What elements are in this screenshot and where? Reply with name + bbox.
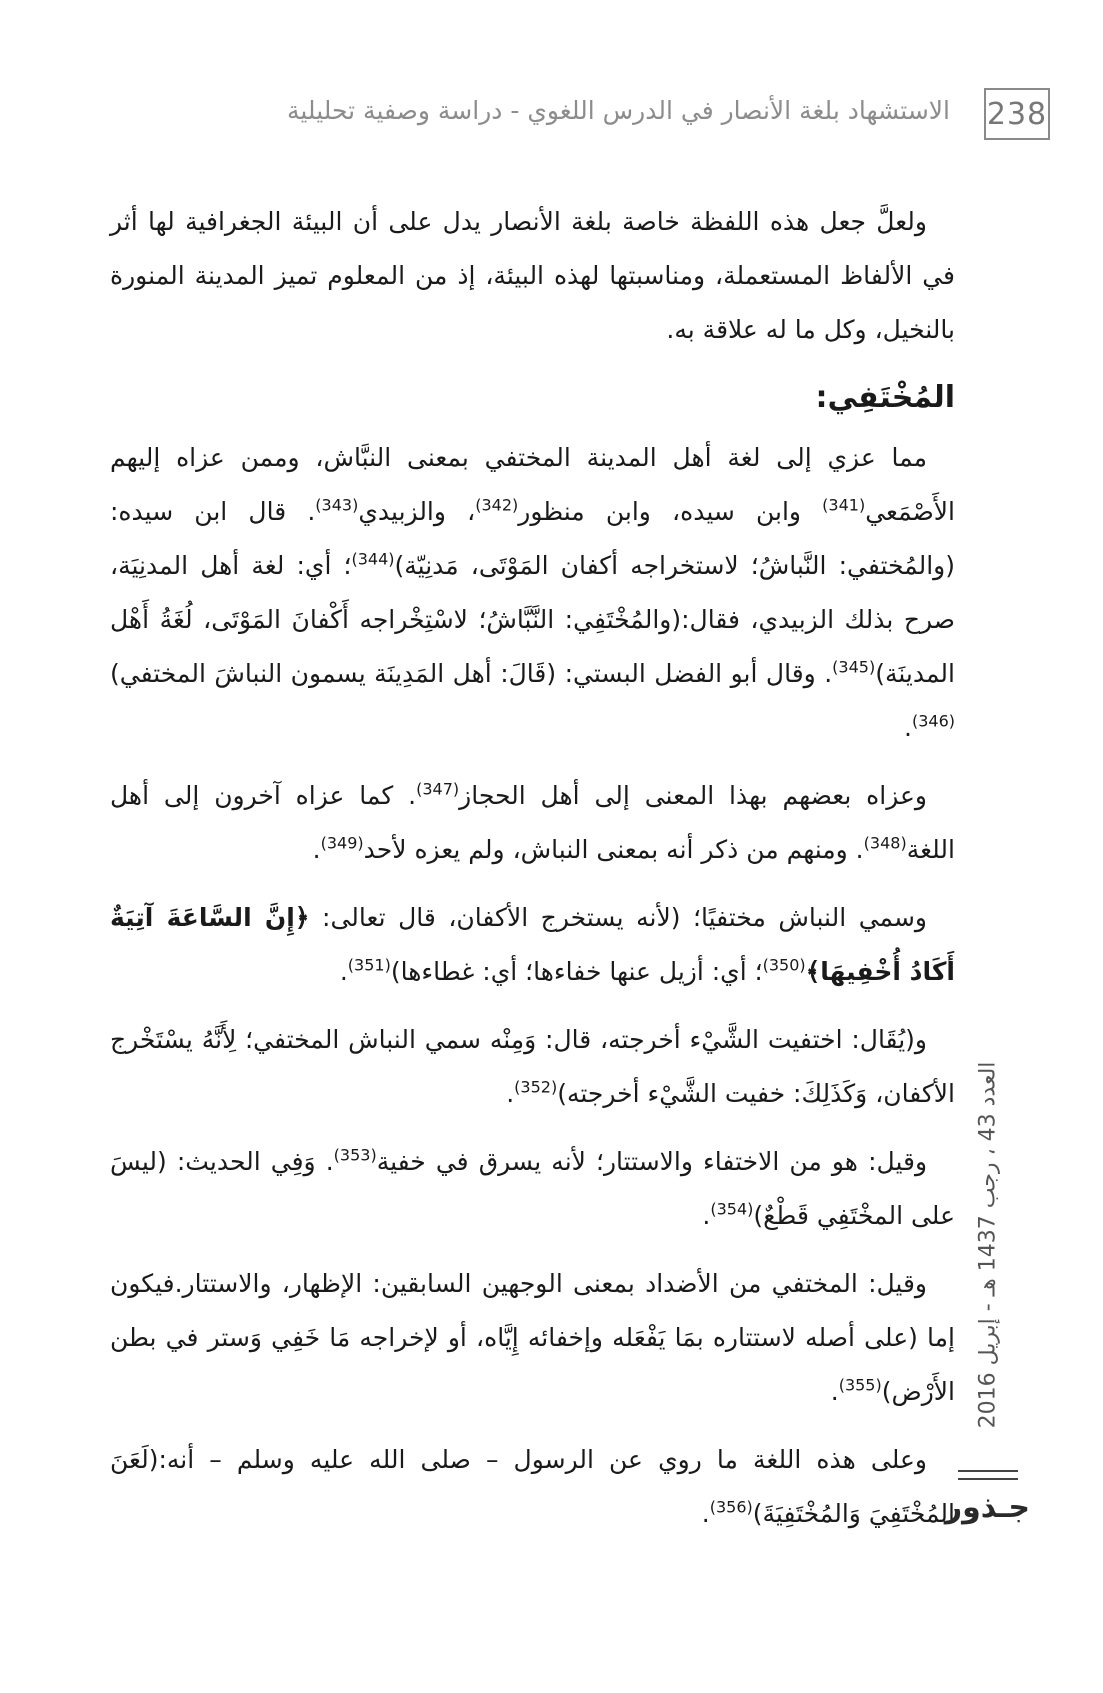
running-title: الاستشهاد بلغة الأنصار في الدرس اللغوي - دراسة وصفية تحليلية bbox=[286, 96, 950, 125]
footnote-ref[interactable]: (346) bbox=[911, 711, 955, 731]
section-heading: المُخْتَفِي: bbox=[815, 380, 955, 415]
footnote-ref[interactable]: (341) bbox=[822, 495, 866, 515]
paragraph-text: و(يُقَال: اختفيت الشَّيْء أخرجته، قال: وَمِنْه سمي النباش المختفي؛ لِأَنَّهُ يسْتَخْرج الأكفان، وَكَذَلِكَ: خفيت الشَّيْء أخرجته) bbox=[110, 1025, 955, 1108]
paragraph-text: . bbox=[701, 1499, 710, 1528]
issue-info-strip bbox=[958, 1040, 1018, 1450]
paragraph-text: وابن سيده، وابن منظور bbox=[518, 497, 823, 526]
issue-info: العدد 43 ، رجب 1437 هـ - إبريل 2016 bbox=[975, 1061, 1001, 1429]
footnote-ref[interactable]: (354) bbox=[710, 1199, 754, 1219]
journal-logo: جـذور bbox=[944, 1490, 1030, 1525]
paragraph-2 bbox=[110, 431, 955, 755]
paragraph-6 bbox=[110, 1135, 955, 1243]
paragraph-8 bbox=[110, 1433, 955, 1541]
paragraph-text: وقيل: المختفي من الأضداد بمعنى الوجهين السابقين: الإظهار، والاستتار.فيكون إما (على أصله لاستتاره بمَا يَفْعَله وإخفائه إِيَّاه، أو لإخراجه مَا خَفِي وَستر في بطن الأَرْض) bbox=[110, 1269, 955, 1406]
footnote-ref[interactable]: (345) bbox=[832, 657, 876, 677]
footnote-ref[interactable]: (349) bbox=[320, 833, 364, 853]
paragraph-text: . bbox=[702, 1201, 711, 1230]
paragraph-7 bbox=[110, 1257, 955, 1419]
footnote-ref[interactable]: (353) bbox=[333, 1145, 377, 1165]
footnote-ref[interactable]: (352) bbox=[514, 1077, 558, 1097]
footnote-ref[interactable]: (342) bbox=[475, 495, 519, 515]
paragraph-text: . bbox=[830, 1377, 839, 1406]
paragraph-text: . ومنهم من ذكر أنه بمعنى النباش، ولم يعزه لأحد bbox=[363, 835, 864, 864]
paragraph-text: مما عزي إلى لغة أهل المدينة المختفي بمعنى النبَّاش، وممن عزاه إليهم الأَصْمَعي bbox=[110, 443, 956, 526]
paragraph-text: وقيل: هو من الاختفاء والاستتار؛ لأنه يسرق في خفية bbox=[376, 1147, 928, 1176]
paragraph-text: وعلى هذه اللغة ما روي عن الرسول – صلى الله عليه وسلم – أنه:(لَعَنَ المُخْتَفِيَ وَالمُخْتَفِيَةَ) bbox=[110, 1445, 955, 1528]
footnote-ref[interactable]: (355) bbox=[838, 1375, 882, 1395]
paragraph-text: . وَفِي الحديث: (ليسَ على المخْتَفِي قَطْعٌ) bbox=[110, 1147, 955, 1230]
paragraph-text: ، والزبيدي bbox=[358, 497, 476, 526]
paragraph-text: . bbox=[506, 1079, 515, 1108]
divider bbox=[958, 1470, 1018, 1480]
footnote-ref[interactable]: (347) bbox=[416, 779, 460, 799]
paragraph-text: وسمي النباش مختفيًا؛ (لأنه يستخرج الأكفان، قال تعالى: bbox=[309, 903, 927, 932]
footnote-ref[interactable]: (343) bbox=[315, 495, 359, 515]
paragraph-text: . bbox=[339, 957, 348, 986]
paragraph-text: ؛ أي: أزيل عنها خفاءها؛ أي: غطاءها) bbox=[390, 957, 763, 986]
paragraph-text: . وقال أبو الفضل البستي: (قَالَ: أهل المَدِينَة يسمون النباشَ المختفي) bbox=[110, 659, 833, 688]
paragraph-5 bbox=[110, 1013, 955, 1121]
page-header bbox=[120, 88, 1050, 143]
footnote-ref[interactable]: (344) bbox=[351, 549, 395, 569]
footnote-ref[interactable]: (351) bbox=[347, 955, 391, 975]
footnote-ref[interactable]: (350) bbox=[762, 955, 806, 975]
article-body bbox=[110, 195, 955, 1555]
footnote-ref[interactable]: (348) bbox=[863, 833, 907, 853]
page-number: 238 bbox=[984, 88, 1050, 140]
paragraph-text: . bbox=[312, 835, 321, 864]
paragraph-text: ؛ أي: لغة أهل المدنِيَة، صرح بذلك الزبيدي، فقال:(والمُخْتَفِي: النَّبَّاشُ؛ لاسْتِخْراجه أَكْفانَ المَوْتَى، لُغَةُ أَهْل المدينَة) bbox=[110, 551, 955, 688]
footnote-ref[interactable]: (356) bbox=[709, 1497, 753, 1517]
quran-verse: ﴿إِنَّ السَّاعَةَ آتِيَةٌ أَكَادُ أُخْفِيهَا﴾ bbox=[110, 903, 955, 986]
paragraph-text: . bbox=[904, 713, 912, 742]
paragraph-1: ولعلَّ جعل هذه اللفظة خاصة بلغة الأنصار يدل على أن البيئة الجغرافية لها أثر في الألفاظ المستعملة، ومناسبتها لهذه البيئة، إذ من المعلوم تميز المدينة المنورة بالنخيل، وكل ما له علاقة به. bbox=[110, 207, 955, 344]
paragraph-text: . كما عزاه آخرون إلى أهل اللغة bbox=[110, 781, 955, 864]
paragraph-text: وعزاه بعضهم بهذا المعنى إلى أهل الحجاز bbox=[459, 781, 927, 810]
paragraph-3 bbox=[110, 769, 955, 877]
paragraph-text: . قال ابن سيده: (والمُختفي: النَّباشُ؛ لاستخراجه أكفان المَوْتَى، مَدنِيّة) bbox=[110, 497, 955, 580]
paragraph-4 bbox=[110, 891, 955, 999]
